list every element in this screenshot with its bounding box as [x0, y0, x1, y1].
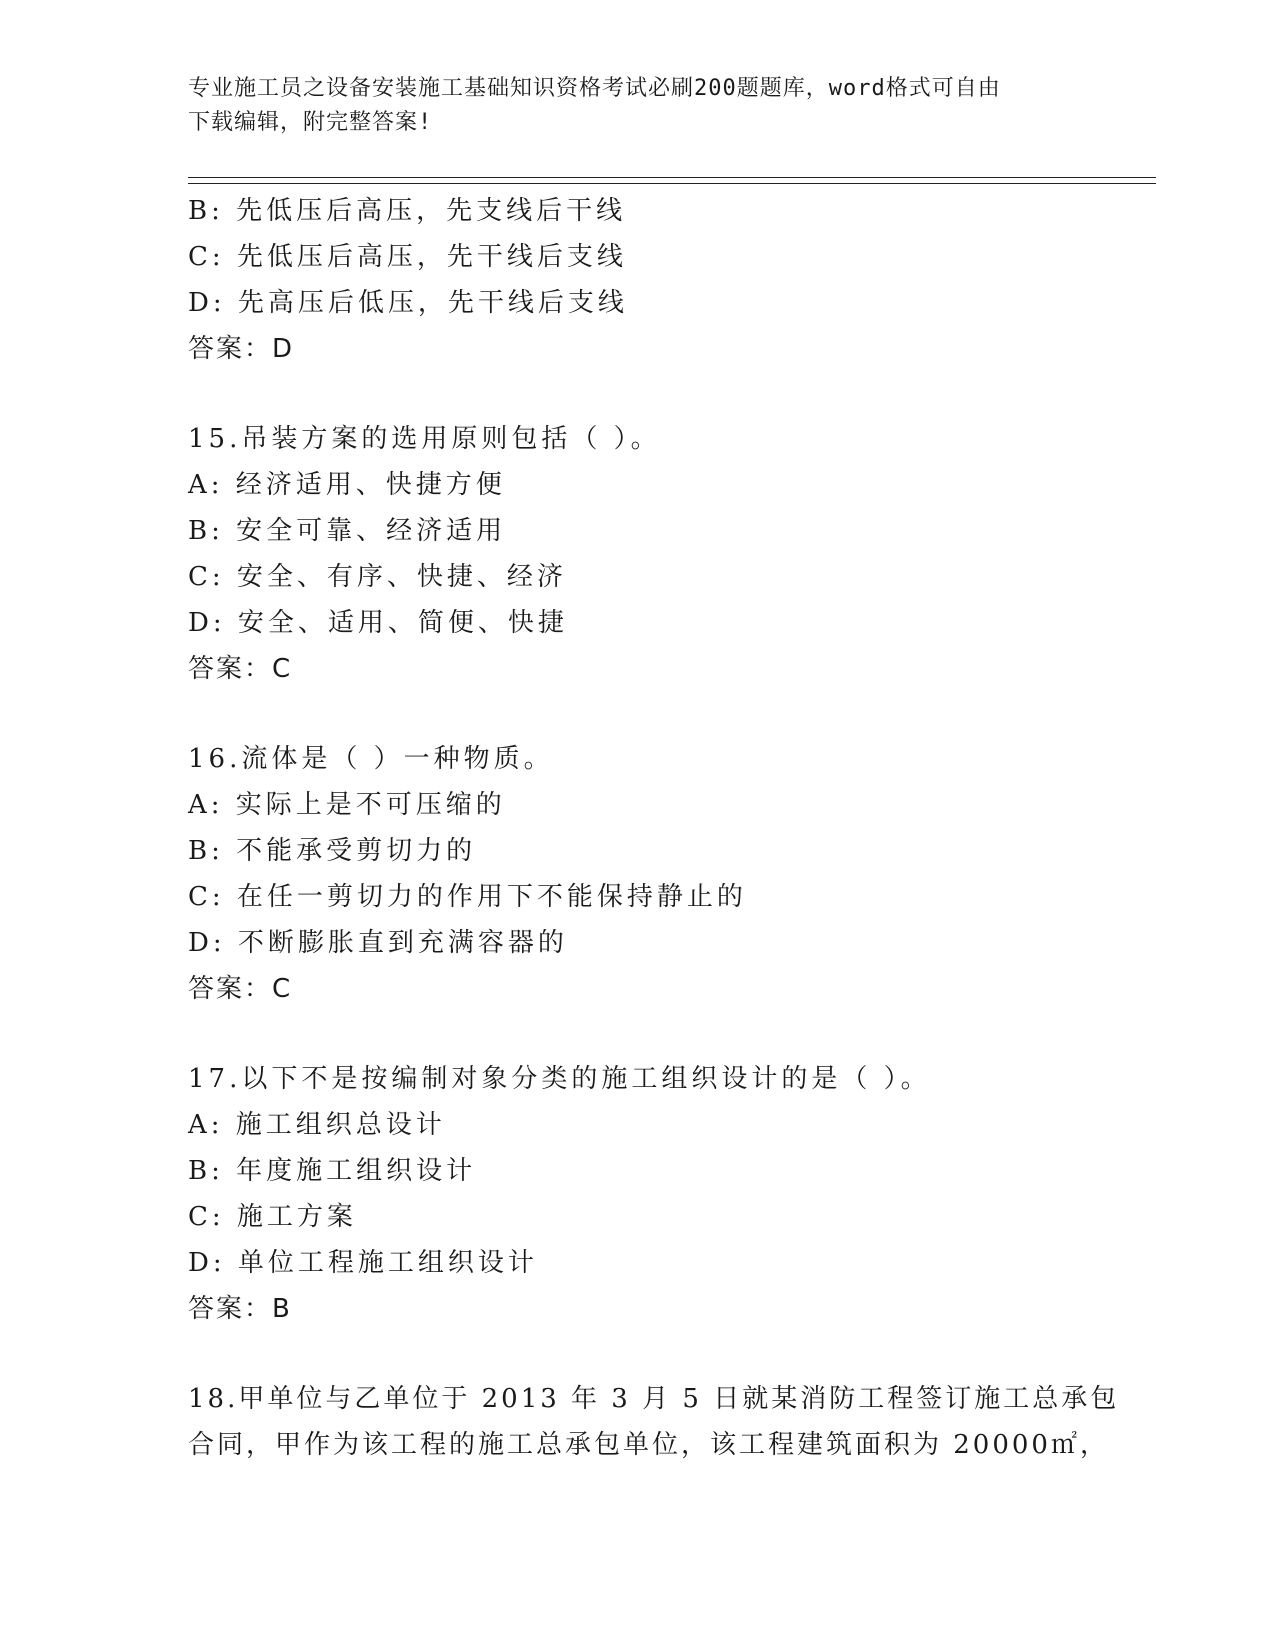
option-d: D: 先高压后低压，先干线后支线 — [188, 288, 628, 318]
header-line-2: 下载编辑，附完整答案! — [188, 110, 433, 135]
option-b: B: 年度施工组织设计 — [188, 1156, 477, 1186]
question-stem: 17.以下不是按编制对象分类的施工组织设计的是（ ）。 — [188, 1064, 931, 1094]
question-stem: 15.吊装方案的选用原则包括（ ）。 — [188, 424, 661, 454]
answer-line: 答案：B — [188, 1294, 292, 1324]
question-18-line-2: 合同，甲作为该工程的施工总承包单位，该工程建筑面积为 20000㎡， — [188, 1430, 1109, 1460]
option-d: D: 不断膨胀直到充满容器的 — [188, 928, 568, 958]
header-rule-bottom — [188, 183, 1156, 184]
option-b: B: 先低压后高压，先支线后干线 — [188, 196, 627, 226]
answer-line: 答案：C — [188, 654, 293, 684]
answer-line: 答案：C — [188, 974, 293, 1004]
option-a: A: 施工组织总设计 — [188, 1110, 446, 1140]
option-c: C: 安全、有序、快捷、经济 — [188, 562, 567, 592]
header-rule-top — [188, 177, 1156, 178]
document-header — [188, 72, 1068, 140]
option-a: A: 经济适用、快捷方便 — [188, 470, 506, 500]
question-stem: 16.流体是（ ）一种物质。 — [188, 744, 554, 774]
option-b: B: 安全可靠、经济适用 — [188, 516, 507, 546]
question-18-line-1: 18.甲单位与乙单位于 2013 年 3 月 5 日就某消防工程签订施工总承包 — [188, 1384, 1120, 1414]
option-d: D: 安全、适用、简便、快捷 — [188, 608, 568, 638]
option-d: D: 单位工程施工组织设计 — [188, 1248, 538, 1278]
option-a: A: 实际上是不可压缩的 — [188, 790, 506, 820]
answer-line: 答案：D — [188, 334, 295, 364]
header-line-1: 专业施工员之设备安装施工基础知识资格考试必刷200题题库，word格式可自由 — [188, 76, 1001, 101]
option-c: C: 先低压后高压，先干线后支线 — [188, 242, 627, 272]
option-c: C: 施工方案 — [188, 1202, 357, 1232]
question-content — [188, 188, 1120, 1468]
option-c: C: 在任一剪切力的作用下不能保持静止的 — [188, 882, 747, 912]
option-b: B: 不能承受剪切力的 — [188, 836, 477, 866]
